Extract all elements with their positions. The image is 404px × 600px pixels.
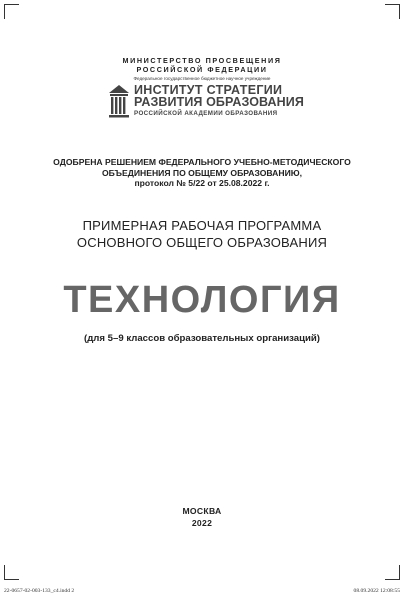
imprint [0,505,404,529]
approval-line-2: ОБЪЕДИНЕНИЯ ПО ОБЩЕМУ ОБРАЗОВАНИЮ, [101,167,303,178]
program-title [0,217,404,251]
crop-mark-top-left [4,4,19,19]
subject-title: ТЕХНОЛОГИЯ [63,279,341,321]
print-timestamp: 08.09.2022 12:08:55 [353,588,400,594]
crop-mark-bottom-right [385,565,400,580]
crop-mark-bottom-left [4,565,19,580]
imprint-year: 2022 [191,518,213,528]
federal-note: Федеральное государственное бюджетное научное учреждение [133,76,271,81]
print-file-slug: 22-0657-02-003-133_с4.indd 2 [4,588,75,594]
ministry-line-2: РОССИЙСКОЙ ФЕДЕРАЦИИ [136,65,268,74]
program-line-2: ОСНОВНОГО ОБЩЕГО ОБРАЗОВАНИЯ [76,235,328,250]
ministry-heading [0,56,404,74]
approval-line-1: ОДОБРЕНА РЕШЕНИЕМ ФЕДЕРАЛЬНОГО УЧЕБНО-МЕТОДИЧЕСКОГО [53,157,351,167]
crop-mark-top-right [385,4,400,19]
imprint-city: МОСКВА [182,506,222,516]
approval-block [0,157,404,189]
program-line-1: ПРИМЕРНАЯ РАБОЧАЯ ПРОГРАММА [82,218,322,233]
institute-name-line-2: РАЗВИТИЯ ОБРАЗОВАНИЯ [134,95,304,109]
approval-line-3: протокол № 5/22 от 25.08.2022 г. [134,178,270,188]
grades-subtitle: (для 5–9 классов образовательных организаций) [84,333,320,344]
institute-name-line-1: ИНСТИТУТ СТРАТЕГИИ [134,83,283,97]
ministry-line-1: МИНИСТЕРСТВО ПРОСВЕЩЕНИЯ [122,56,282,65]
institute-logo [107,83,307,121]
building-columns-icon [107,83,131,119]
institute-name-line-3: РОССИЙСКОЙ АКАДЕМИИ ОБРАЗОВАНИЯ [134,110,278,117]
